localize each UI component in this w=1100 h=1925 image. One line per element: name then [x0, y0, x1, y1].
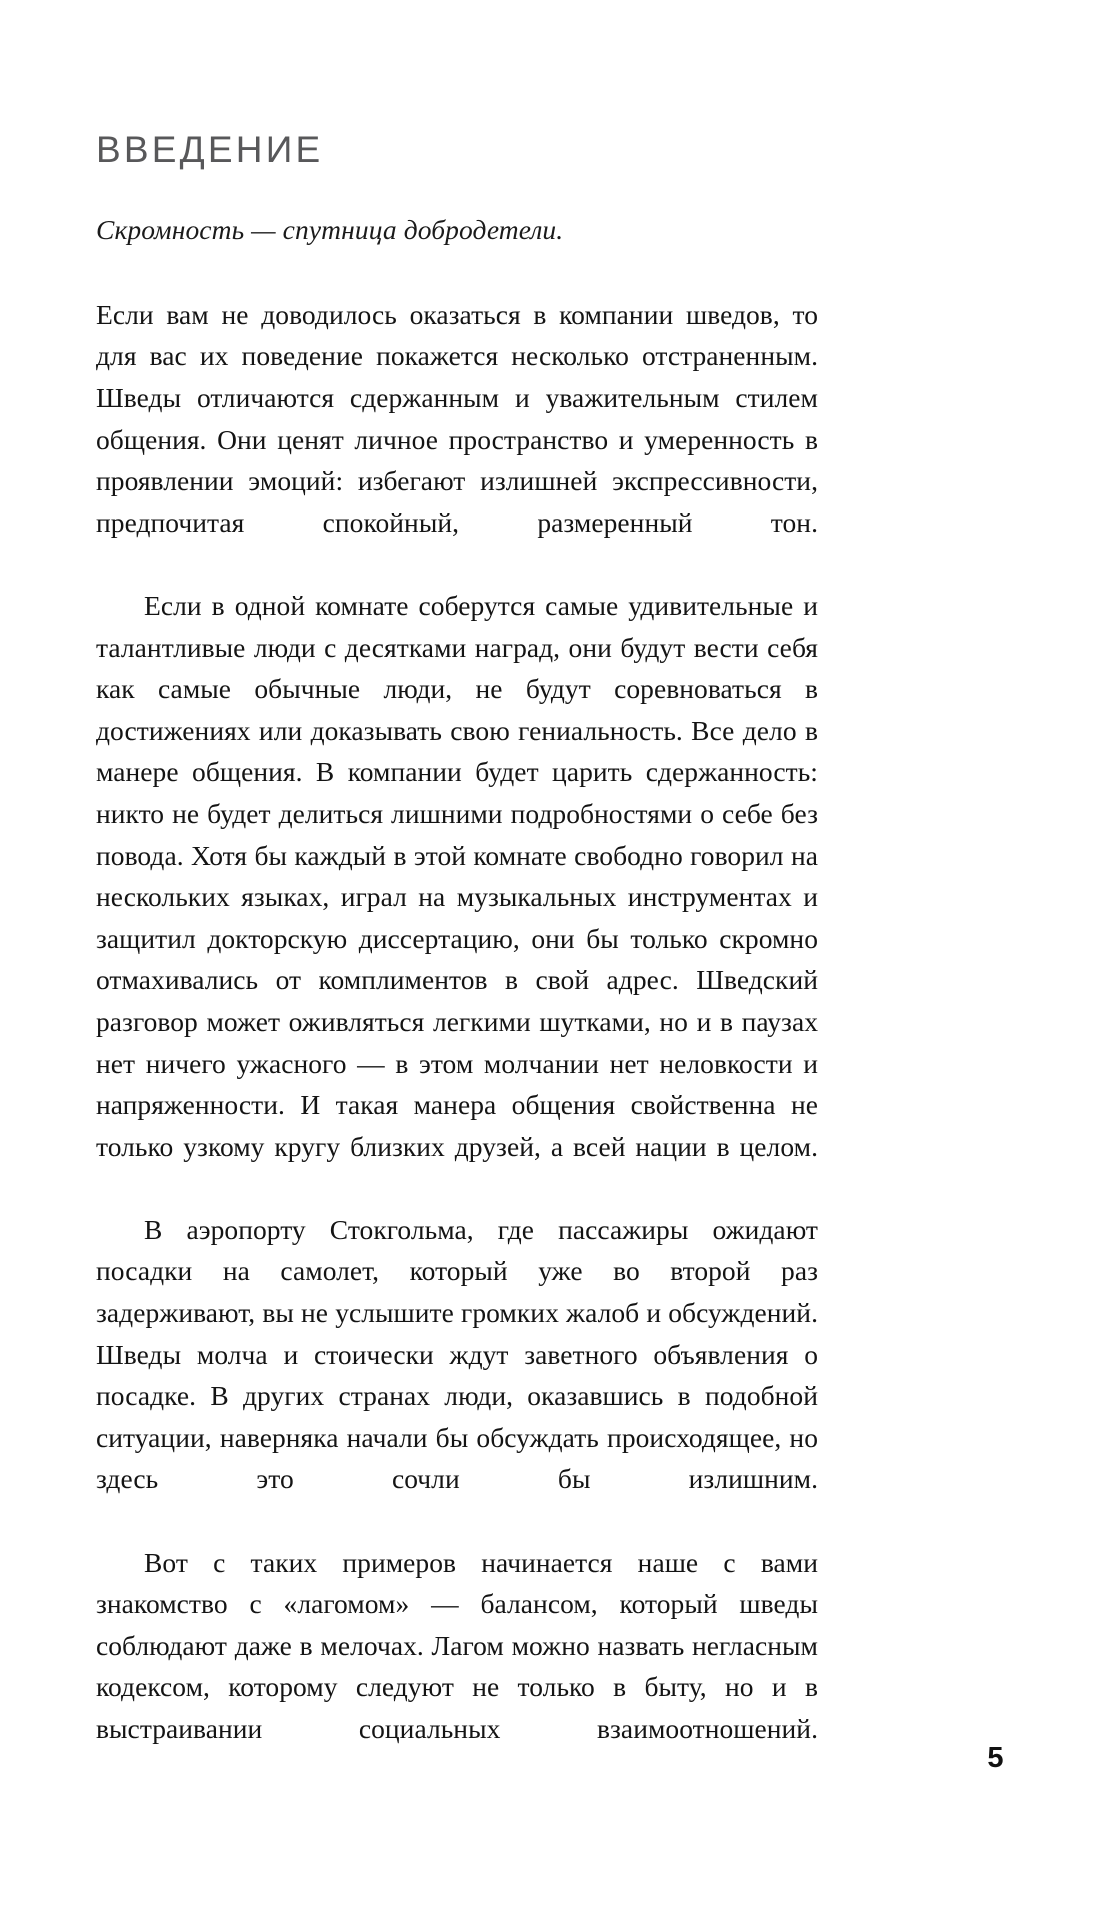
paragraph: В аэропорту Стокгольма, где пассажиры ожидают посадки на самолет, который уже во второй раз задерживают, вы не услышите громких жалоб и обсуждений. Шведы молча и стоически ждут заветного объявления о посадке. В других странах люди, оказавшись в подобной ситуации, наверняка начали бы обсуждать происходящее, но здесь это сочли бы излишним. [96, 1213, 818, 1495]
page-content [96, 130, 818, 1791]
body-text [96, 294, 818, 1791]
epigraph: Скромность — спутница добродетели. [96, 213, 564, 245]
paragraph: Вот с таких примеров начинается наше с вами знакомство с «лагомом» — балансом, который шведы соблюдают даже в мелочах. Лагом можно назвать негласным кодексом, которому следуют не только в быту, но и в выстраивании социальных взаимоотношений. [96, 1546, 818, 1744]
paragraph: Если вам не доводилось оказаться в компании шведов, то для вас их поведение покажется несколько отстраненным. Шведы отличаются сдержанным и уважительным стилем общения. Они ценят личное пространство и умеренность в проявлении эмоций: избегают излишней экспрессивности, предпочитая спокойный, размеренный тон. [96, 298, 818, 538]
page-title: ВВЕДЕНИЕ [96, 129, 324, 170]
paragraph: Если в одной комнате соберутся самые удивительные и талантливые люди с десятками наград, они будут вести себя как самые обычные люди, не будут соревноваться в достижениях или доказывать свою гениальность. Все дело в манере общения. В компании будет царить сдержанность: никто не будет делиться лишними подробностями о себе без повода. Хотя бы каждый в этой комнате свободно говорил на нескольких языках, играл на музыкальных инструментах и защитил докторскую диссертацию, они бы только скромно отмахивались от комплиментов в свой адрес. Шведский разговор может оживляться легкими шутками, но и в паузах нет ничего ужасного — в этом молчании нет неловкости и напряженности. И такая манера общения свойственна не только узкому кругу близких друзей, а всей нации в целом. [96, 589, 818, 1162]
page-number: 5 [987, 1742, 1004, 1774]
